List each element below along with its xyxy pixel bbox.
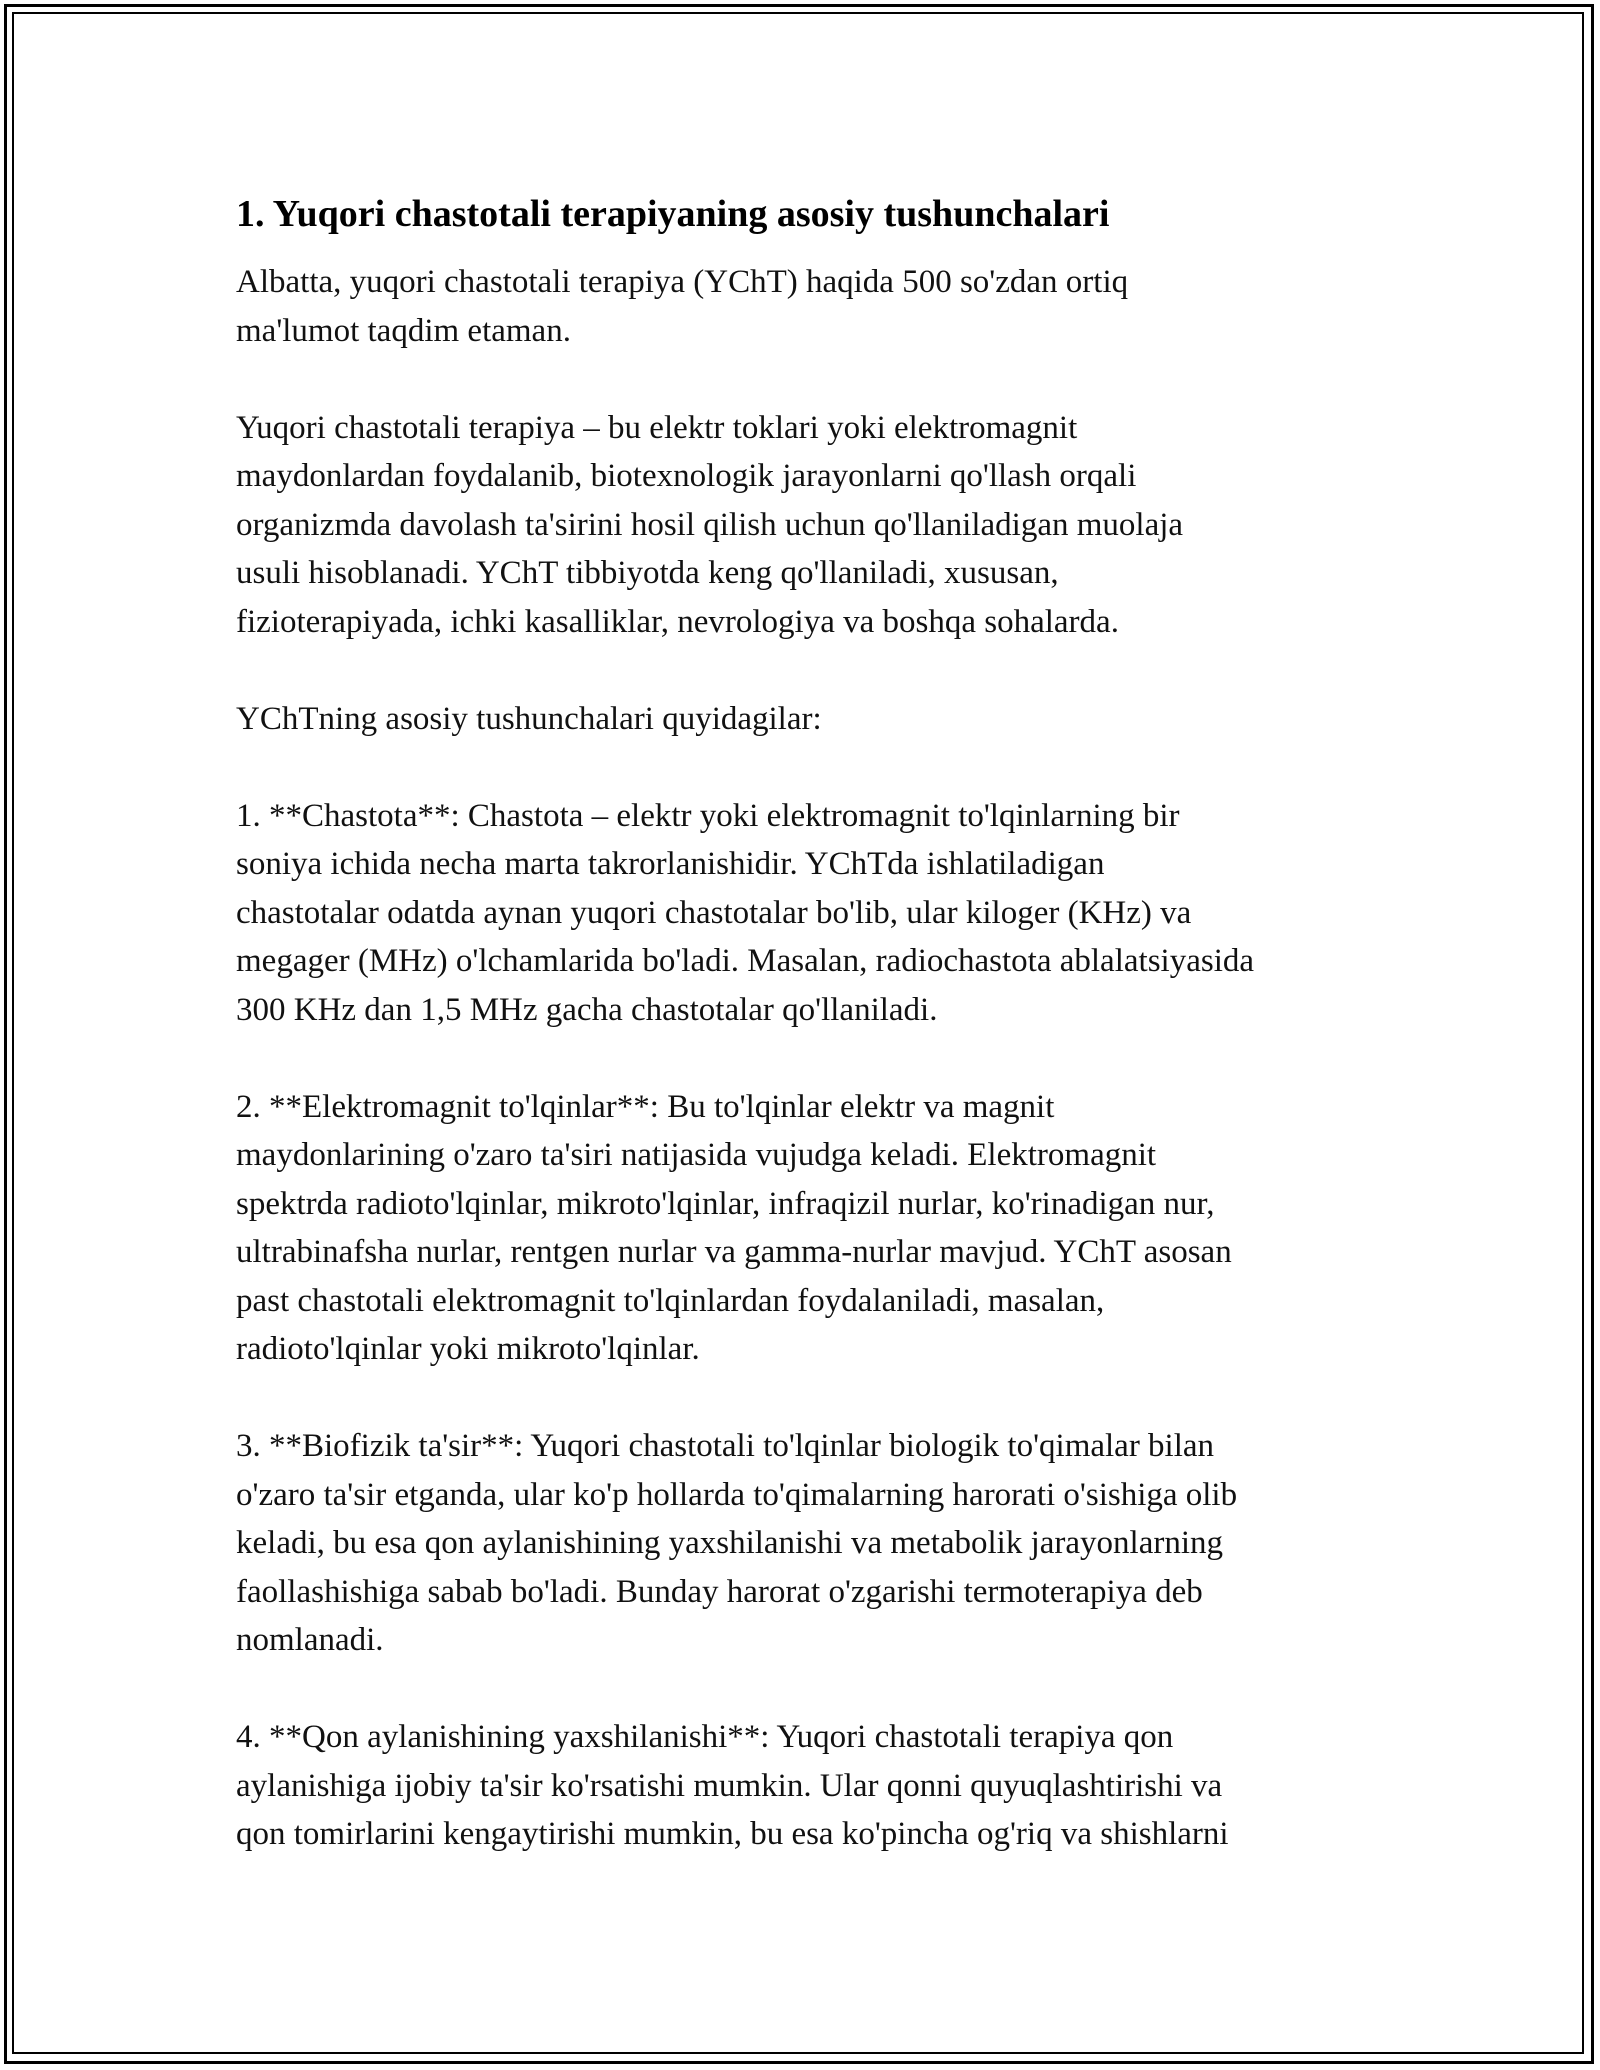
text-line: 3. **Biofizik ta'sir**: Yuqori chastotali to'lqinlar biologik to'qimalar bilan [236, 1428, 1215, 1464]
text-line: ma'lumot taqdim etaman. [236, 312, 571, 349]
text-line: maydonlarining o'zaro ta'siri natijasida vujudga keladi. Elektromagnit [236, 1137, 1157, 1173]
text-line: nomlanadi. [236, 1622, 384, 1658]
text-line: past chastotali elektromagnit to'lqinlardan foydalaniladi, masalan, [236, 1282, 1105, 1319]
list-item-qon-aylanishi [236, 1713, 1376, 1859]
document-title: 1. Yuqori chastotali terapiyaning asosiy tushunchalari [236, 193, 1110, 235]
text-line: 2. **Elektromagnit to'lqinlar**: Bu to'lqinlar elektr va magnit [236, 1088, 1055, 1125]
text-line: megager (MHz) o'lchamlarida bo'ladi. Masalan, radiochastota ablalatsiyasida [236, 943, 1255, 979]
text-line: 4. **Qon aylanishining yaxshilanishi**: Yuqori chastotali terapiya qon [236, 1719, 1174, 1755]
paragraph-list-heading [236, 695, 1376, 744]
text-line: 300 KHz dan 1,5 MHz gacha chastotalar qo'llaniladi. [236, 991, 938, 1028]
list-item-biofizik [236, 1422, 1376, 1665]
paragraph-intro [236, 258, 1376, 355]
text-line: radioto'lqinlar yoki mikroto'lqinlar. [236, 1331, 700, 1367]
text-line: faollashishiga sabab bo'ladi. Bunday harorat o'zgarishi termoterapiya deb [236, 1573, 1203, 1610]
text-line: YChTning asosiy tushunchalari quyidagilar: [236, 700, 822, 737]
text-line: qon tomirlarini kengaytirishi mumkin, bu esa ko'pincha og'riq va shishlarni [236, 1816, 1229, 1852]
paragraph-definition [236, 404, 1376, 647]
text-line: organizmda davolash ta'sirini hosil qilish uchun qo'llaniladigan muolaja [236, 506, 1184, 543]
document-body [236, 178, 1376, 1907]
text-line: ultrabinafsha nurlar, rentgen nurlar va gamma-nurlar mavjud. YChT asosan [236, 1234, 1232, 1270]
text-line: o'zaro ta'sir etganda, ular ko'p hollarda to'qimalarning harorati o'sishiga olib [236, 1476, 1238, 1513]
text-line: spektrda radioto'lqinlar, mikroto'lqinlar, infraqizil nurlar, ko'rinadigan nur, [236, 1185, 1215, 1222]
text-line: aylanishiga ijobiy ta'sir ko'rsatishi mumkin. Ular qonni quyuqlashtirishi va [236, 1767, 1223, 1804]
text-line: keladi, bu esa qon aylanishining yaxshilanishi va metabolik jarayonlarning [236, 1525, 1224, 1561]
list-item-elektromagnit [236, 1083, 1376, 1374]
text-line: Yuqori chastotali terapiya – bu elektr toklari yoki elektromagnit [236, 409, 1078, 446]
text-line: 1. **Chastota**: Chastota – elektr yoki elektromagnit to'lqinlarning bir [236, 797, 1180, 834]
text-line: soniya ichida necha marta takrorlanishidir. YChTda ishlatiladigan [236, 846, 1105, 882]
list-item-chastota [236, 792, 1376, 1035]
text-line: usuli hisoblanadi. YChT tibbiyotda keng qo'llaniladi, xususan, [236, 555, 1059, 591]
text-line: fizioterapiyada, ichki kasalliklar, nevrologiya va boshqa sohalarda. [236, 603, 1119, 640]
text-line: maydonlardan foydalanib, biotexnologik jarayonlarni qo'llash orqali [236, 458, 1137, 494]
text-line: chastotalar odatda aynan yuqori chastotalar bo'lib, ular kiloger (KHz) va [236, 894, 1192, 931]
text-line: Albatta, yuqori chastotali terapiya (YChT) haqida 500 so'zdan ortiq [236, 264, 1129, 300]
